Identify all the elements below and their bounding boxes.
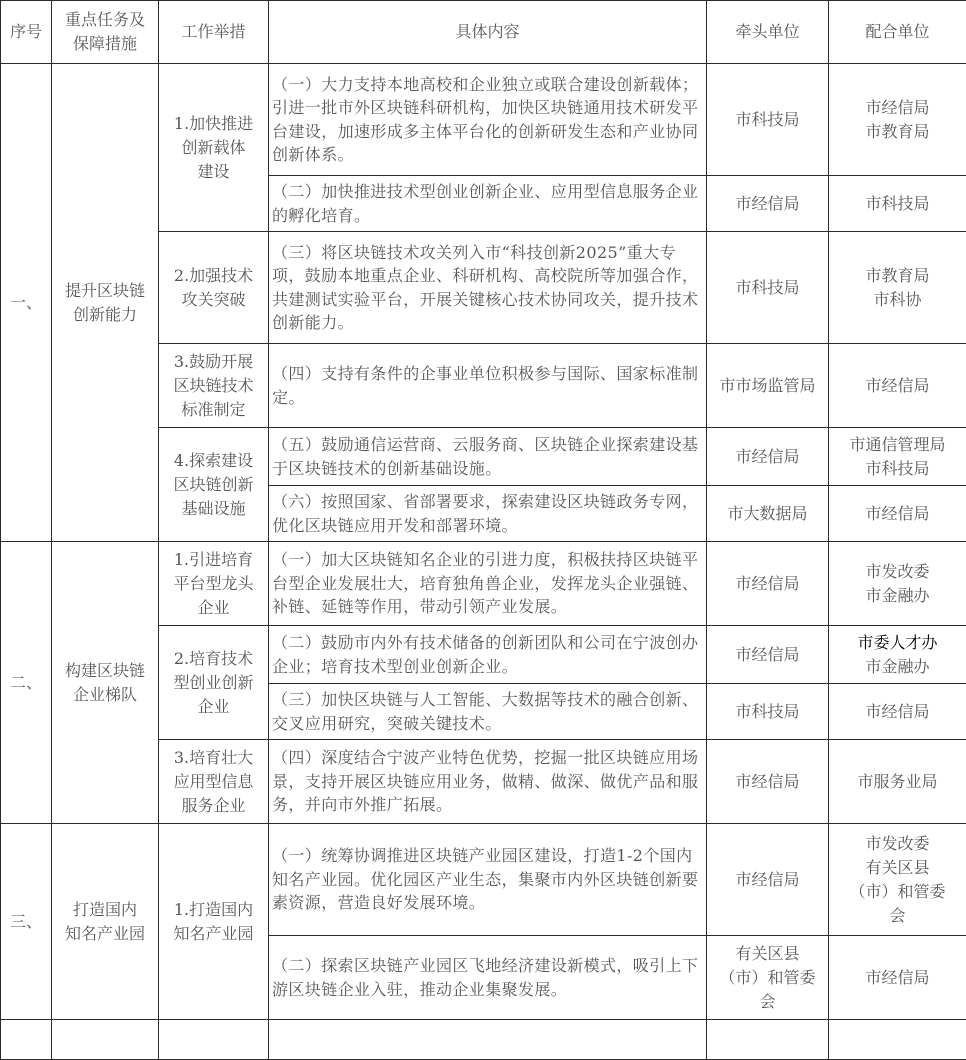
coop-unit-finance: 市金融办 [865, 657, 929, 676]
empty-cell [1, 1020, 52, 1060]
coop-unit-cell [829, 626, 966, 684]
coop-unit-cell: 市科技局 [829, 176, 966, 232]
content-cell: （三）将区块链技术攻关列入市“科技创新2025”重大专项，鼓励本地重点企业、科研机构、高校院所等加强合作，共建测试实验平台，开展关键核心技术协同攻关，提升技术创新能力。 [269, 232, 707, 344]
table-row [1, 824, 966, 936]
lead-unit-cell: 市经信局 [707, 626, 829, 684]
header-task: 重点任务及 保障措施 [52, 1, 159, 64]
empty-cell [707, 1020, 829, 1060]
header-no: 序号 [1, 1, 52, 64]
content-cell: （四）深度结合宁波产业特色优势，挖掘一批区块链应用场景，支持开展区块链应用业务，做精、做深、做优产品和服务，并向市外推广拓展。 [269, 740, 707, 824]
measure-cell: 3.鼓励开展 区块链技术 标准制定 [159, 344, 269, 428]
lead-unit-cell: 市科技局 [707, 64, 829, 176]
section-number: 二、 [1, 542, 52, 824]
content-cell: （二）探索区块链产业园区飞地经济建设新模式，吸引上下游区块链企业入驻，推动企业集聚发展。 [269, 936, 707, 1020]
content-cell: （一）加大区块链知名企业的引进力度，积极扶持区块链平台型企业发展壮大，培育独角兽企业，发挥龙头企业强链、补链、延链等作用，带动引领产业发展。 [269, 542, 707, 626]
section-task: 构建区块链 企业梯队 [52, 542, 159, 824]
table-row [1, 542, 966, 626]
lead-unit-cell: 市经信局 [707, 176, 829, 232]
lead-unit-cell: 市科技局 [707, 232, 829, 344]
coop-unit-cell: 市经信局 [829, 936, 966, 1020]
coop-unit-cell: 市经信局 [829, 684, 966, 740]
lead-unit-cell: 市科技局 [707, 684, 829, 740]
empty-cell [269, 1020, 707, 1060]
header-row [1, 1, 966, 64]
content-cell: （三）加快区块链与人工智能、大数据等技术的融合创新、交叉应用研究，突破关键技术。 [269, 684, 707, 740]
measure-cell: 2.培育技术 型创业创新 企业 [159, 626, 269, 740]
empty-cell [159, 1020, 269, 1060]
measure-cell: 4.探索建设 区块链创新 基础设施 [159, 428, 269, 542]
empty-cell [52, 1020, 159, 1060]
lead-unit-cell: 市市场监管局 [707, 344, 829, 428]
content-cell: （二）鼓励市内外有技术储备的创新团队和公司在宁波创办企业；培育技术型创业创新企业。 [269, 626, 707, 684]
lead-unit-cell: 市经信局 [707, 824, 829, 936]
header-lead: 牵头单位 [707, 1, 829, 64]
coop-unit-cell: 市经信局 [829, 344, 966, 428]
coop-unit-cell: 市教育局 市科协 [829, 232, 966, 344]
lead-unit-cell: 有关区县 （市）和管委 会 [707, 936, 829, 1020]
measure-cell: 1.引进培育 平台型龙头 企业 [159, 542, 269, 626]
content-cell: （六）按照国家、省部署要求，探索建设区块链政务专网，优化区块链应用开发和部署环境。 [269, 486, 707, 542]
content-cell: （一）统筹协调推进区块链产业园区建设，打造1-2个国内知名产业园。优化园区产业生态，集聚市内外区块链创新要素资源，营造良好发展环境。 [269, 824, 707, 936]
section-task: 提升区块链 创新能力 [52, 64, 159, 542]
header-coop: 配合单位 [829, 1, 966, 64]
lead-unit-cell: 市经信局 [707, 740, 829, 824]
lead-unit-cell: 市经信局 [707, 428, 829, 486]
coop-unit-talent: 市委人才办 [857, 633, 937, 652]
measure-cell: 1.加快推进 创新载体 建设 [159, 64, 269, 232]
table-row [1, 1020, 966, 1060]
content-cell: （一）大力支持本地高校和企业独立或联合建设创新载体；引进一批市外区块链科研机构，加快区块链通用技术研发平台建设，加速形成多主体平台化的创新研发生态和产业协同创新体系。 [269, 64, 707, 176]
content-cell: （二）加快推进技术型创业创新企业、应用型信息服务企业的孵化培育。 [269, 176, 707, 232]
section-number: 三、 [1, 824, 52, 1020]
header-content: 具体内容 [269, 1, 707, 64]
section-number: 一、 [1, 64, 52, 542]
measure-cell: 2.加强技术 攻关突破 [159, 232, 269, 344]
content-cell: （五）鼓励通信运营商、云服务商、区块链企业探索建设基于区块链技术的创新基础设施。 [269, 428, 707, 486]
section-task: 打造国内 知名产业园 [52, 824, 159, 1020]
coop-unit-cell: 市通信管理局 市科技局 [829, 428, 966, 486]
coop-unit-cell: 市服务业局 [829, 740, 966, 824]
lead-unit-cell: 市大数据局 [707, 486, 829, 542]
coop-unit-cell: 市经信局 市教育局 [829, 64, 966, 176]
coop-unit-cell: 市经信局 [829, 486, 966, 542]
header-measure: 工作举措 [159, 1, 269, 64]
lead-unit-cell: 市经信局 [707, 542, 829, 626]
table-row [1, 64, 966, 176]
measure-cell: 3.培育壮大 应用型信息 服务企业 [159, 740, 269, 824]
content-cell: （四）支持有条件的企事业单位积极参与国际、国家标准制定。 [269, 344, 707, 428]
coop-unit-cell: 市发改委 有关区县 （市）和管委 会 [829, 824, 966, 936]
empty-cell [829, 1020, 966, 1060]
coop-unit-cell: 市发改委 市金融办 [829, 542, 966, 626]
measure-cell: 1.打造国内 知名产业园 [159, 824, 269, 1020]
